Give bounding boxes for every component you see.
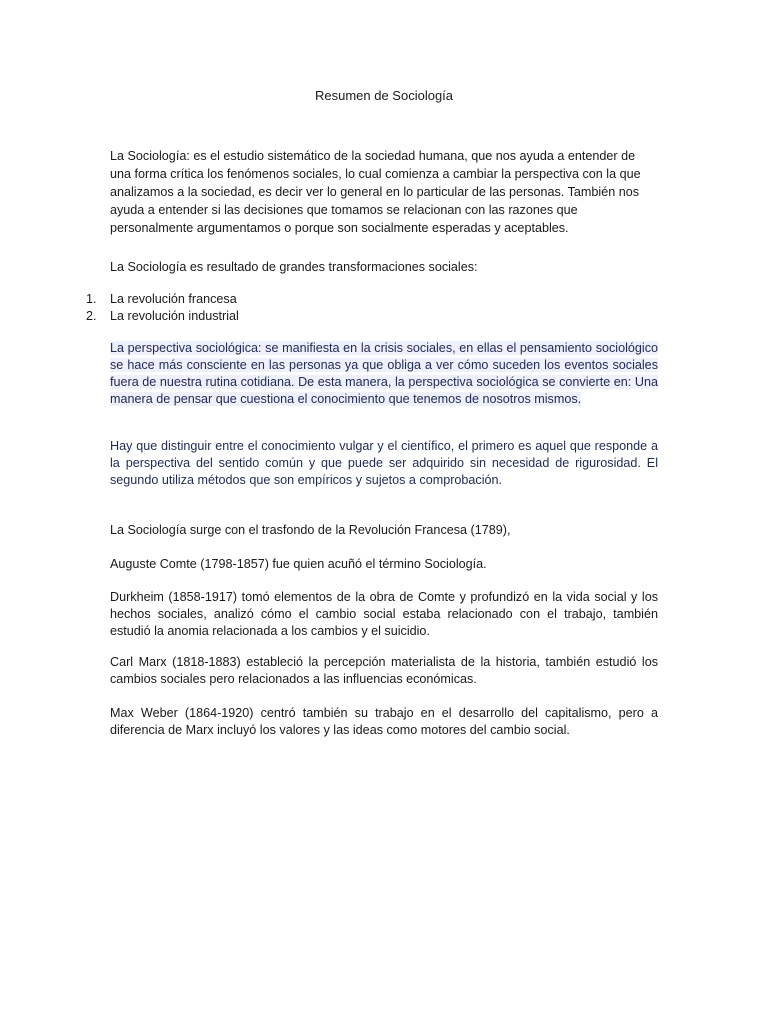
durkheim-paragraph: Durkheim (1858-1917) tomó elementos de la obra de Comte y profundizó en la vida social y los hechos sociales, analizó cómo el cambio social estaba relacionado con el trabajo, también estudió la anomia relacionada a los cambios y el suicidio. xyxy=(110,590,658,638)
list-text: La revolución industrial xyxy=(110,309,239,323)
weber-paragraph: Max Weber (1864-1920) centró también su trabajo en el desarrollo del capitalismo, pero a diferencia de Marx incluyó los valores y las ideas como motores del cambio social. xyxy=(110,706,658,737)
list-item xyxy=(0,308,239,325)
transformations-heading: La Sociología es resultado de grandes transformaciones sociales: xyxy=(110,260,478,274)
document-title: Resumen de Sociología xyxy=(314,88,454,103)
origin-paragraph: La Sociología surge con el trasfondo de la Revolución Francesa (1789), xyxy=(110,523,511,537)
list-text: La revolución francesa xyxy=(110,292,237,306)
list-number: 2. xyxy=(86,309,97,323)
list-number: 1. xyxy=(86,292,97,306)
intro-paragraph: La Sociología: es el estudio sistemático de la sociedad humana, que nos ayuda a entender de una forma crítica los fenómenos sociales, lo cual comienza a cambiar la perspectiva con la que analizamos a la sociedad, es decir ver lo general en lo particular de las personas. También nos ayuda a entender si las decisiones que tomamos se relacionan con las razones que personalmente argumentamos o porque son socialmente esperadas y aceptables. xyxy=(110,149,641,235)
list-item xyxy=(0,291,239,308)
transformations-list xyxy=(0,291,239,325)
marx-paragraph: Carl Marx (1818-1883) estableció la percepción materialista de la historia, también estudió los cambios sociales pero relacionados a las influencias económicas. xyxy=(110,655,658,686)
perspective-text: La perspectiva sociológica: se manifiesta en la crisis sociales, en ellas el pensamiento sociológico se hace más consciente en las personas ya que obliga a ver cómo suceden los eventos sociales fuera de nuestra rutina cotidiana. De esta manera, la perspectiva sociológica se convierte en: Una manera de pensar que cuestiona el conocimiento que tenemos de nosotros mismos. xyxy=(110,341,658,406)
knowledge-paragraph: Hay que distinguir entre el conocimiento vulgar y el científico, el primero es aquel que responde a la perspectiva del sentido común y que puede ser adquirido sin necesidad de rigurosidad. El segundo utiliza métodos que son empíricos y sujetos a comprobación. xyxy=(110,439,658,487)
comte-paragraph: Auguste Comte (1798-1857) fue quien acuñó el término Sociología. xyxy=(110,557,487,571)
perspective-paragraph xyxy=(110,340,658,408)
